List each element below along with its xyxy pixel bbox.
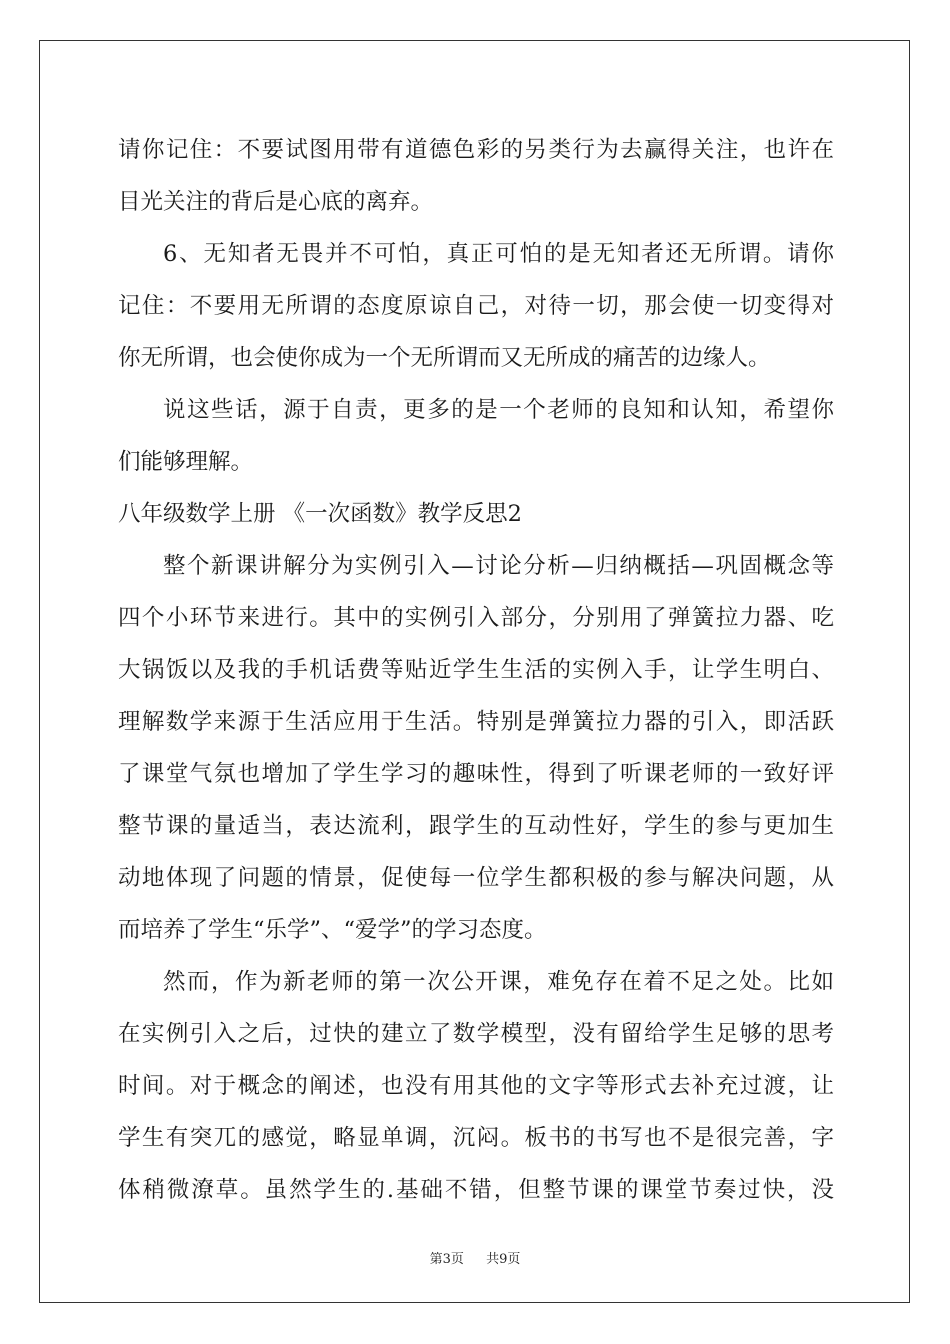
text-line: 然而，作为新老师的第一次公开课，难免存在着不足之处。比如 xyxy=(163,969,834,995)
text-line: 四个小环节来进行。其中的实例引入部分，分别用了弹簧拉力器、吃 xyxy=(118,605,834,631)
text-line: 动地体现了问题的情景，促使每一位学生都积极的参与解决问题，从 xyxy=(118,865,834,891)
text-line: 目光关注的背后是心底的离弃。 xyxy=(118,189,434,215)
section-heading: 八年级数学上册 《一次函数》教学反思2 xyxy=(118,501,522,527)
text-line: 们能够理解。 xyxy=(118,449,254,475)
text-line: 整节课的量适当，表达流利，跟学生的互动性好，学生的参与更加生 xyxy=(118,813,834,839)
page-total: 共9页 xyxy=(486,1252,521,1267)
text-line: 大锅饭以及我的手机话费等贴近学生生活的实例入手，让学生明白、 xyxy=(118,657,834,683)
text-line: 你无所谓，也会使你成为一个无所谓而又无所成的痛苦的边缘人。 xyxy=(118,345,771,371)
text-line: 了课堂气氛也增加了学生学习的趣味性，得到了听课老师的一致好评 xyxy=(118,761,834,787)
text-line: 6、无知者无畏并不可怕，真正可怕的是无知者还无所谓。请你 xyxy=(163,241,834,267)
text-line: 记住：不要用无所谓的态度原谅自己，对待一切，那会使一切变得对 xyxy=(118,293,834,319)
page-footer xyxy=(0,1248,950,1267)
text-line: 时间。对于概念的阐述，也没有用其他的文字等形式去补充过渡，让 xyxy=(118,1073,834,1099)
text-line: 体稍微潦草。虽然学生的.基础不错，但整节课的课堂节奏过快，没 xyxy=(118,1177,834,1203)
text-line: 而培养了学生“乐学”、“爱学”的学习态度。 xyxy=(118,917,547,943)
text-line: 学生有突兀的感觉，略显单调，沉闷。板书的书写也不是很完善，字 xyxy=(118,1125,834,1151)
document-body xyxy=(118,124,834,1216)
text-line: 理解数学来源于生活应用于生活。特别是弹簧拉力器的引入，即活跃 xyxy=(118,709,834,735)
text-line: 在实例引入之后，过快的建立了数学模型，没有留给学生足够的思考 xyxy=(118,1021,834,1047)
text-line: 请你记住：不要试图用带有道德色彩的另类行为去赢得关注，也许在 xyxy=(118,137,834,163)
page-number: 第3页 xyxy=(429,1252,464,1267)
text-line: 说这些话，源于自责，更多的是一个老师的良知和认知，希望你 xyxy=(163,397,834,423)
text-line: 整个新课讲解分为实例引入—讨论分析—归纳概括—巩固概念等 xyxy=(163,553,834,579)
